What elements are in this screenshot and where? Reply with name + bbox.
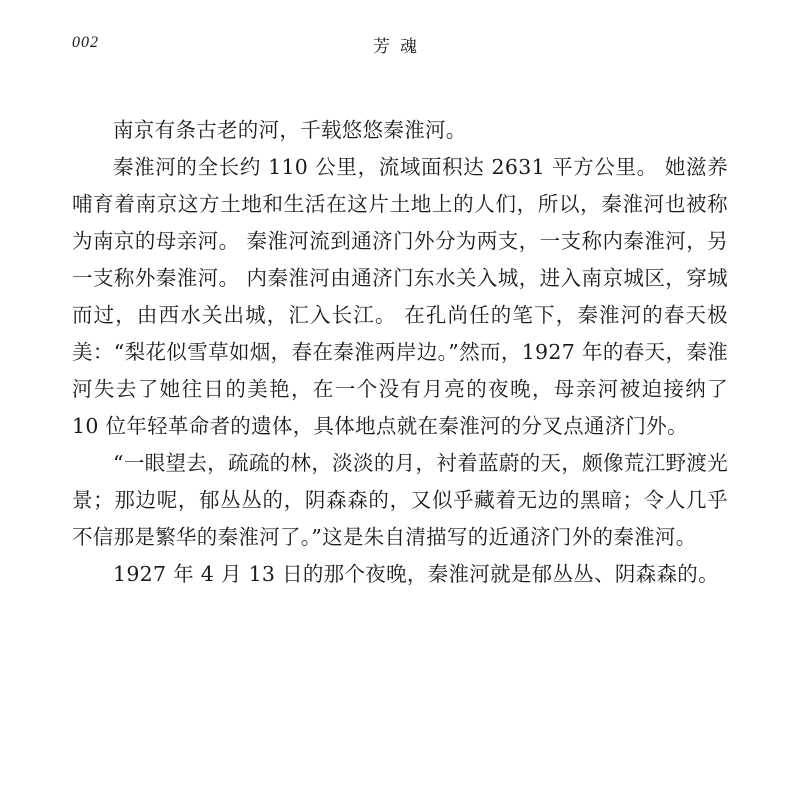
paragraph-1: 南京有条古老的河，千载悠悠秦淮河。 — [113, 118, 467, 142]
paragraph-3: “一眼望去，疏疏的林，淡淡的月，衬着蓝蔚的天，颇像荒江野渡光景；那边呢，郁丛丛的，阴森森的，又似乎藏着无边的黑暗；令人几乎不信那是繁华的秦淮河了。”这是朱自清描写的近通济门外的秦淮河。 — [72, 451, 728, 549]
running-title: 芳魂 — [373, 37, 427, 57]
page-number: 002 — [72, 34, 99, 51]
paragraph-2: 秦淮河的全长约 110 公里，流域面积达 2631 平方公里。 她滋养哺育着南京这方土地和生活在这片土地上的人们，所以，秦淮河也被称为南京的母亲河。 秦淮河流到通济门外分为两支，一支称内秦淮河，另一支称外秦淮河。 内秦淮河由通济门东水关入城，进入南京城区，穿城而过，由西水关出城，汇入长江。 在孔尚任的笔下，秦淮河的春天极美：“梨花似雪草如烟，春在秦淮两岸边。”然而，1927 年的春天，秦淮河失去了她往日的美艳，在一个没有月亮的夜晚，母亲河被迫接纳了 10 位年轻革命者的遗体，具体地点就在秦淮河的分叉点通济门外。 — [72, 155, 728, 438]
paragraph-4: 1927 年 4 月 13 日的那个夜晚，秦淮河就是郁丛丛、阴森森的。 — [113, 562, 719, 586]
page-header — [72, 30, 728, 60]
body-text — [72, 112, 728, 593]
